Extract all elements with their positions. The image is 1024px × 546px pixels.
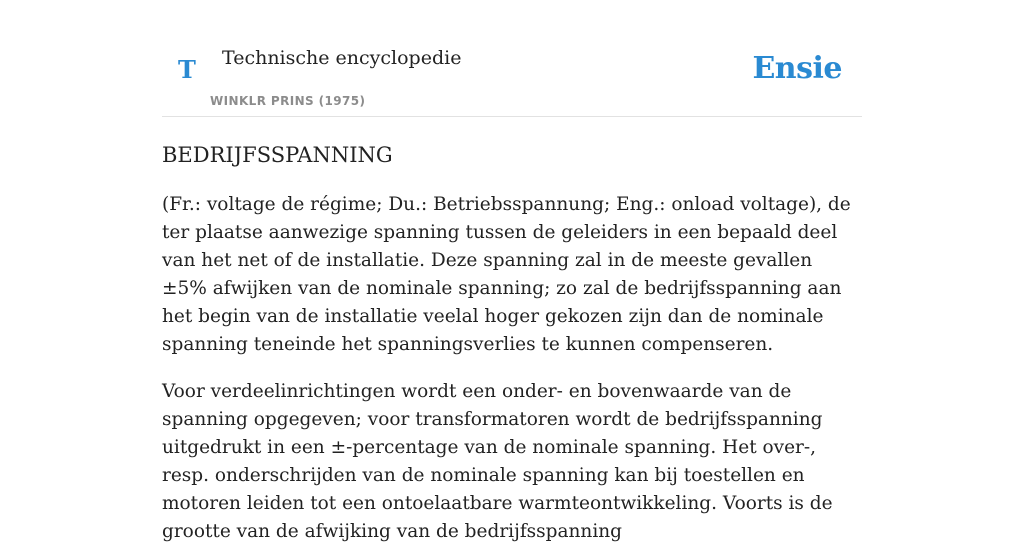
page-header [162,0,862,117]
book-source-label: WINKLR PRINS (1975) [210,94,366,108]
article-paragraph: Voor verdeelinrichtingen wordt een onder- en bovenwaarde van de spanning opgegeven; voor transformatoren wordt de bedrijfsspanning uitgedrukt in een ±-percentage van de nominale spanning. Het over-, resp. onderschrijden van de nominale spanning kan bij toestellen en motoren leiden tot een ontoelaatbare warmteontwikkeling. Voorts is de grootte van de afwijking van de bedrijfsspanning [162,381,833,542]
article-title: BEDRIJFSSPANNING [162,143,393,167]
book-title-link[interactable]: Technische encyclopedie [222,47,462,69]
article [162,138,862,546]
book-letter-icon[interactable]: T [178,55,196,84]
ensie-logo[interactable]: Ensie [752,51,842,86]
article-paragraph: (Fr.: voltage de régime; Du.: Betriebsspannung; Eng.: onload voltage), de ter plaatse aanwezige spanning tussen de geleiders in een bepaald deel van het net of de installatie. Deze spanning zal in de meeste gevallen ±5% afwijken van de nominale spanning; zo zal de bedrijfsspanning aan het begin van de installatie veelal hoger gekozen zijn dan de nominale spanning teneinde het spanningsverlies te kunnen compenseren. [162,194,851,355]
